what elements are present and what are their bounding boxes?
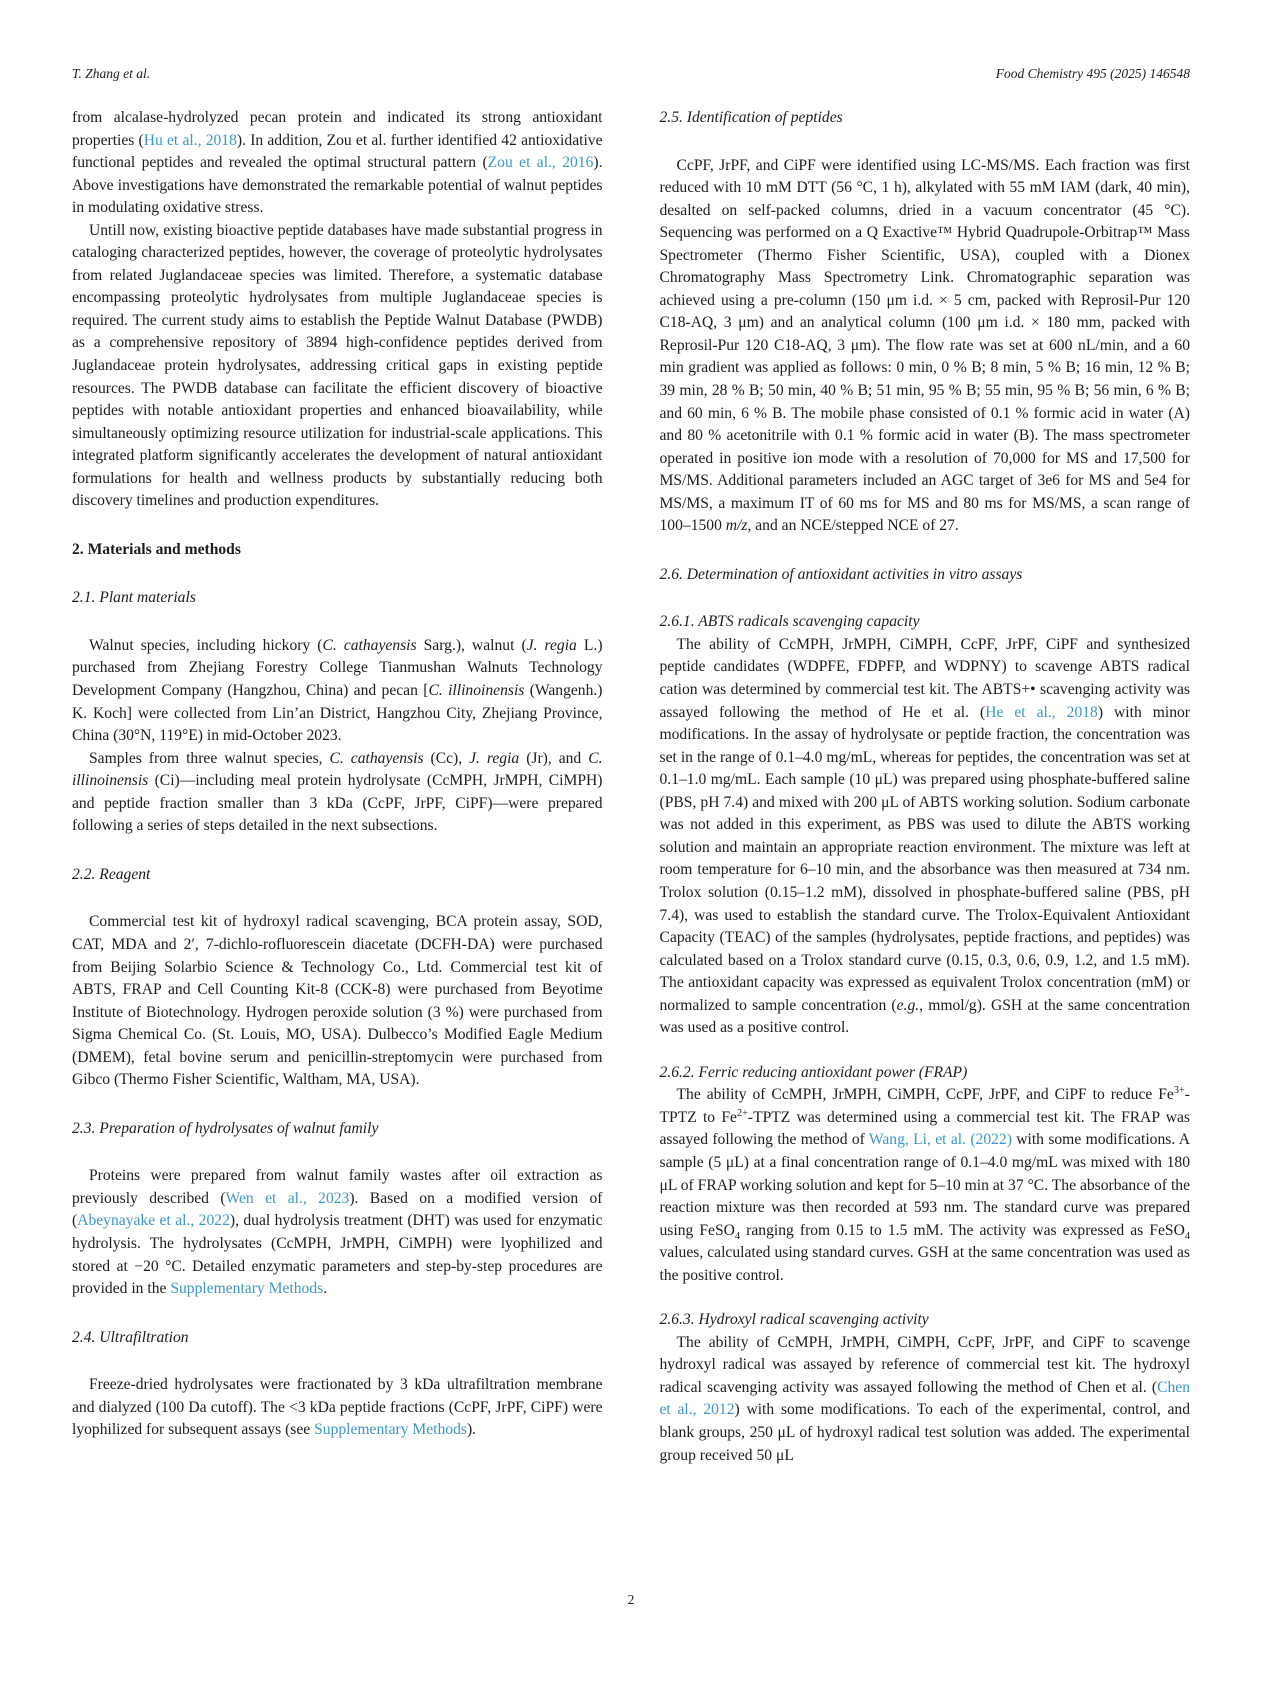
text-run: The ability of CcMPH, JrMPH, CiMPH, CcPF, JrPF, and CiPF to reduce Fe	[676, 1086, 1174, 1104]
text-run: -TPTZ was determined using a commercial test kit. The FRAP was assayed following the method of	[659, 1108, 1190, 1149]
subsection-heading: 2.1. Plant materials	[72, 589, 196, 607]
text-run: (Ci)—including meal protein hydrolysate (CcMPH, JrMPH, CiMPH) and peptide fraction smaller than 3 kDa (CcPF, JrPF, CiPF)—were prepared following a series of steps detailed in the next subsections.	[72, 772, 603, 835]
text-run: Proteins were prepared from walnut family wastes after oil extraction as previously described (	[72, 1167, 603, 1207]
subsubsection-heading: 2.6.3. Hydroxyl radical scavenging activity	[659, 1311, 929, 1329]
paragraph	[660, 1332, 1191, 1467]
italic-text: J. regia	[526, 636, 577, 654]
text-run: Freeze-dried hydrolysates were fractionated by 3 kDa ultrafiltration membrane and dialyzed (100 Da cutoff). The <3 kDa peptide fractions (CcPF, JrPF, CiPF) were lyophilized for subsequent assays (see	[72, 1376, 603, 1439]
citation-link[interactable]: Wen et al., 2023	[225, 1189, 350, 1207]
text-run: ). In addition, Zou et al. further identified 42 antioxidative functional peptides and revealed the optimal structural pattern (	[72, 131, 603, 172]
paragraph	[660, 634, 1191, 1040]
citation-link[interactable]: He et al., 2018	[985, 703, 1098, 721]
paragraph	[72, 748, 603, 838]
text-run: ).	[466, 1421, 477, 1439]
citation-link[interactable]: Abeynayake et al., 2022	[77, 1212, 230, 1230]
subsection-heading: 2.2. Reagent	[72, 865, 151, 883]
text-run: ranging from 0.15 to 1.5 mM. The activity was expressed as FeSO	[740, 1221, 1185, 1239]
text-run: -TPTZ to Fe	[659, 1086, 1190, 1126]
running-head	[72, 0, 1190, 82]
subsection-heading: 2.5. Identification of peptides	[659, 109, 843, 126]
running-head-journal: Food Chemistry 495 (2025) 146548	[995, 66, 1190, 81]
paragraph	[72, 1165, 603, 1300]
column-left	[72, 107, 603, 1467]
paragraph	[660, 1084, 1191, 1287]
text-run: , and an NCE/stepped NCE of 27.	[747, 517, 959, 535]
paragraph	[72, 220, 603, 513]
section-heading: 2. Materials and methods	[72, 540, 241, 558]
superscript-text: 3+	[1173, 1085, 1185, 1097]
citation-link[interactable]: Hu et al., 2018	[143, 131, 237, 149]
text-run: Untill now, existing bioactive peptide databases have made substantial progress in cataloging characterized peptides, however, the coverage of proteolytic hydrolysates from related Juglandaceae species was limited. Therefore, a systematic database encompassing proteolytic hydrolysates from multiple Juglandaceae species is required. The current study aims to establish the Peptide Walnut Database (PWDB) as a comprehensive repository of 3894 high-confidence peptides derived from Juglandaceae protein hydrolysates, addressing critical gaps in existing peptide resources. The PWDB database can facilitate the efficient discovery of bioactive peptides with notable antioxidant properties and enhanced bioavailability, while simultaneously optimizing resource utilization for industrial-scale applications. This integrated platform significantly accelerates the development of natural antioxidant formulations for health and wellness products by substantially reducing both discovery timelines and production expenditures.	[72, 221, 603, 510]
column-right	[660, 107, 1191, 1467]
text-run: Commercial test kit of hydroxyl radical scavenging, BCA protein assay, SOD, CAT, MDA and 2′, 7-dichlo-rofluorescein diacetate (DCFH-DA) were purchased from Beijing Solarbio Science & Technology Co., Ltd. Commercial test kit of ABTS, FRAP and Cell Counting Kit-8 (CCK-8) were purchased from Beyotime Institute of Biotechnology. Hydrogen peroxide solution (3 %) were purchased from Sigma Chemical Co. (St. Louis, MO, USA). Dulbecco’s Modified Eagle Medium (DMEM), fetal bovine serum and penicillin-streptomycin were purchased from Gibco (Thermo Fisher Scientific, Waltham, MA, USA).	[72, 913, 603, 1089]
italic-text: C. cathayensis	[329, 749, 424, 767]
subscript-text: 4	[1184, 1230, 1191, 1242]
paragraph	[72, 1374, 603, 1442]
paragraph	[72, 911, 603, 1091]
text-run: Walnut species, including hickory (	[89, 636, 323, 654]
italic-text: m/z	[725, 517, 748, 535]
italic-text: C. cathayensis	[322, 636, 417, 654]
text-run: The ability of CcMPH, JrMPH, CiMPH, CcPF, JrPF, and CiPF to scavenge hydroxyl radical was assayed by reference of commercial test kit. The hydroxyl radical scavenging activity was assayed following the method of Chen et al. (	[659, 1333, 1190, 1396]
text-run: ). Based on a modified version of (	[72, 1189, 603, 1230]
text-run: values, calculated using standard curves. GSH at the same concentration was used as the positive control.	[659, 1244, 1190, 1284]
text-run: Sarg.), walnut (	[416, 636, 527, 654]
text-run: (Wangenh.) K. Koch] were collected from Lin’an District, Hangzhou City, Zhejiang Province, China (30°N, 119°E) in mid-October 2023.	[72, 682, 603, 745]
italic-text: J. regia	[469, 749, 520, 767]
text-run: ) with some modifications. To each of the experimental, control, and blank groups, 250 μL of hydroxyl radical test solution was added. The experimental group received 50 μL	[659, 1401, 1190, 1464]
paragraph	[72, 635, 603, 748]
citation-link[interactable]: Wang, Li, et al. (2022)	[868, 1131, 1012, 1149]
subscript-text: 4	[734, 1230, 741, 1242]
italic-text: C. illinoinensis	[428, 682, 525, 700]
text-run: ), dual hydrolysis treatment (DHT) was used for enzymatic hydrolysis. The hydrolysates (CcMPH, JrMPH, CiMPH) were lyophilized and stored at −20 °C. Detailed enzymatic parameters and step-by-step procedures are provided in the	[72, 1212, 603, 1298]
text-run: , mmol/g). GSH at the same concentration was used as a positive control.	[659, 996, 1190, 1037]
text-run: (Cc),	[423, 749, 470, 767]
subsubsection-heading: 2.6.2. Ferric reducing antioxidant power (FRAP)	[659, 1063, 968, 1081]
page-footer	[0, 1592, 1262, 1608]
text-run: The ability of CcMPH, JrMPH, CiMPH, CcPF, JrPF, CiPF and synthesized peptide candidates (WDPFE, FDPFP, and WDPNY) to scavenge ABTS radical cation was determined by commercial test kit. The ABTS+• scavenging activity was assayed following the method of He et al. (	[659, 635, 1190, 721]
text-run: Samples from three walnut species,	[89, 749, 330, 767]
italic-text: e.g.	[896, 996, 920, 1014]
paragraph	[660, 155, 1191, 538]
subsection-heading: 2.6. Determination of antioxidant activities in vitro assays	[659, 565, 1023, 583]
supplementary-methods-link[interactable]: Supplementary Methods	[314, 1421, 467, 1439]
paragraph	[72, 107, 603, 220]
text-run: ). Above investigations have demonstrated the remarkable potential of walnut peptides in modulating oxidative stress.	[72, 154, 603, 217]
text-run: CcPF, JrPF, and CiPF were identified using LC-MS/MS. Each fraction was first reduced with 10 mM DTT (56 °C, 1 h), alkylated with 55 mM IAM (dark, 40 min), desalted on self-packed columns, dried in a vacuum concentrator (45 °C). Sequencing was performed on a Q Exactive™ Hybrid Quadrupole-Orbitrap™ Mass Spectrometer (Thermo Fisher Scientific, USA), coupled with a Dionex Chromatography Mass Spectrometry Link. Chromatographic separation was achieved using a pre-column (150 μm i.d. × 5 cm, packed with Reprosil-Pur 120 C18-AQ, 3 μm) and an analytical column (100 μm i.d. × 180 mm, packed with Reprosil-Pur 120 C18-AQ, 3 μm). The flow rate was set at 600 nL/min, and a 60 min gradient was applied as follows: 0 min, 0 % B; 8 min, 5 % B; 16 min, 12 % B; 39 min, 28 % B; 50 min, 40 % B; 51 min, 95 % B; 55 min, 95 % B; 56 min, 6 % B; and 60 min, 6 % B. The mobile phase consisted of 0.1 % formic acid in water (A) and 80 % acetonitrile with 0.1 % formic acid in water (B). The mass spectrometer operated in positive ion mode with a resolution of 70,000 for MS and 17,500 for MS/MS. Additional parameters included an AGC target of 3e6 for MS and 5e4 for MS/MS, a maximum IT of 60 ms for MS and 80 ms for MS/MS, a scan range of 100–1500	[659, 156, 1190, 535]
subsubsection-heading: 2.6.1. ABTS radicals scavenging capacity	[659, 613, 920, 631]
citation-link[interactable]: Zou et al., 2016	[487, 154, 594, 172]
subsection-heading: 2.4. Ultrafiltration	[72, 1328, 189, 1346]
subsection-heading: 2.3. Preparation of hydrolysates of walnut family	[72, 1119, 379, 1137]
supplementary-methods-link[interactable]: Supplementary Methods	[170, 1280, 324, 1298]
citation-link[interactable]: Chen et al., 2012	[659, 1378, 1190, 1419]
page-number: 2	[627, 1592, 635, 1607]
text-run: L.) purchased from Zhejiang Forestry College Tianmushan Walnuts Technology Development Company (Hangzhou, China) and pecan [	[72, 636, 603, 700]
text-run: (Jr), and	[519, 749, 589, 767]
text-run: from alcalase-hydrolyzed pecan protein and indicated its strong antioxidant properties (	[72, 109, 603, 149]
article-body	[72, 107, 1190, 1467]
text-run: .	[323, 1280, 328, 1298]
text-run: ) with minor modifications. In the assay of hydrolysate or peptide fraction, the concentration was set in the range of 0.1–4.0 mg/mL, whereas for peptides, the concentration was set at 0.1–1.0 mg/mL. Each sample (10 μL) was prepared using phosphate-buffered saline (PBS, pH 7.4) and mixed with 200 μL of ABTS working solution. Sodium carbonate was not added in this experiment, as PBS was used to dilute the ABTS working solution and maintain an appropriate reaction environment. The mixture was left at room temperature for 6–10 min, and the absorbance was then measured at 734 nm. Trolox solution (0.15–1.2 mM), dissolved in phosphate-buffered saline (PBS, pH 7.4), was used to establish the standard curve. The Trolox-Equivalent Antioxidant Capacity (TEAC) of the samples (hydrolysates, peptide fractions, and peptides) was calculated based on a Trolox standard curve (0.15, 0.3, 0.6, 0.9, 1.2, and 1.5 mM). The antioxidant capacity was expressed as equivalent Trolox concentration (mM) or normalized to sample concentration (	[659, 703, 1190, 1014]
italic-text: C. illinoinensis	[72, 749, 603, 790]
superscript-text: 2+	[736, 1107, 748, 1119]
running-head-author: T. Zhang et al.	[72, 66, 151, 81]
text-run: with some modifications. A sample (5 μL) at a final concentration range of 0.1–4.0 mg/mL was mixed with 180 μL of FRAP working solution and kept for 5–10 min at 37 °C. The absorbance of the reaction mixture was then recorded at 593 nm. The standard curve was prepared using FeSO	[659, 1131, 1190, 1239]
